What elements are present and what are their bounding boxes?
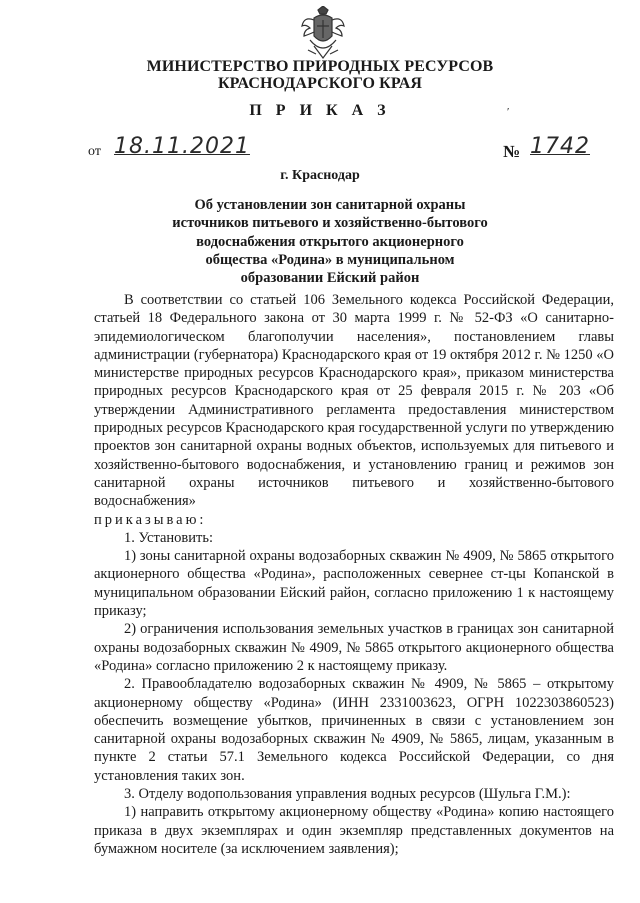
order-body bbox=[94, 291, 614, 858]
subject-line: водоснабжения открытого акционерного bbox=[196, 233, 464, 250]
item-3-1: 1) направить открытому акционерному обществу «Родина» копию настоящего приказа в двух экземплярах и один экземпляр представленных документов на бумажном носителе (за исключением заявления); bbox=[94, 804, 614, 857]
item-1-1: 1) зоны санитарной охраны водозаборных скважин № 4909, № 5865 открытого акционерного общества «Родина», расположенных севернее ст-цы Копанской в муниципальном образовании Ейский район, согласно приложению 1 к настоящему приказу; bbox=[94, 548, 614, 620]
date-prefix: от bbox=[88, 144, 101, 159]
ministry-line-2: КРАСНОДАРСКОГО КРАЯ bbox=[217, 75, 423, 92]
order-date: 18.11.2021 bbox=[114, 134, 250, 159]
ministry-name bbox=[0, 58, 640, 92]
item-2: 2. Правообладателю водозаборных скважин № 4909, № 5865 – открытому акционерному обществу «Родина» (ИНН 2331003623, ОГРН 1022303860523) обеспечить возмещение убытков, причиненных в связи с установлением зон санитарной охраны водозаборных скважин № 4909, № 5865, лицам, указанным в пункте 2 статьи 57.1 Земельного кодекса Российской Федерации, со дня установления таких зон. bbox=[94, 676, 614, 784]
order-number: 1742 bbox=[530, 134, 590, 159]
preamble-paragraph: В соответствии со статьей 106 Земельного кодекса Российской Федерации, статьей 18 Федерального закона от 30 марта 1999 г. № 52-ФЗ «О санитарно-эпидемиологическом благополучии населения», постановлением главы администрации (губернатора) Краснодарского края от 19 октября 2012 г. № 1250 «О министерстве природных ресурсов Краснодарского края», приказом министерства природных ресурсов Краснодарского края от 25 февраля 2015 г. № 203 «Об утверждении Административного регламента предоставления министерством природных ресурсов Краснодарского края государственной услуги по утверждению проектов зон санитарной охраны водных объектов, используемых для питьевого и хозяйственно-бытового водоснабжения, и установлению границ и режимов зон санитарной охраны источников питьевого и хозяйственно-бытового водоснабжения» bbox=[94, 292, 614, 510]
order-subject bbox=[140, 196, 520, 287]
city: г. Краснодар bbox=[280, 168, 360, 183]
subject-line: источников питьевого и хозяйственно-бытового bbox=[172, 215, 488, 232]
order-title: П Р И К А З bbox=[249, 102, 391, 119]
subject-line: Об установлении зон санитарной охраны bbox=[194, 197, 466, 213]
order-date-row bbox=[88, 134, 612, 168]
item-3: 3. Отделу водопользования управления водных ресурсов (Шульга Г.М.): bbox=[124, 786, 571, 803]
number-label: № bbox=[503, 142, 521, 161]
subject-line: общества «Родина» в муниципальном bbox=[205, 251, 455, 268]
item-1: 1. Установить: bbox=[124, 529, 214, 546]
tick-mark: ′ bbox=[507, 106, 510, 118]
order-word: приказываю: bbox=[94, 511, 207, 528]
ministry-line-1: МИНИСТЕРСТВО ПРИРОДНЫХ РЕСУРСОВ bbox=[146, 58, 494, 75]
coat-of-arms-icon bbox=[300, 6, 346, 60]
item-1-2: 2) ограничения использования земельных участков в границах зон санитарной охраны водозаборных скважин № 4909, № 5865 открытого акционерного общества «Родина» согласно приложению 2 к настоящему приказу. bbox=[94, 621, 614, 674]
subject-line: образовании Ейский район bbox=[240, 270, 420, 287]
